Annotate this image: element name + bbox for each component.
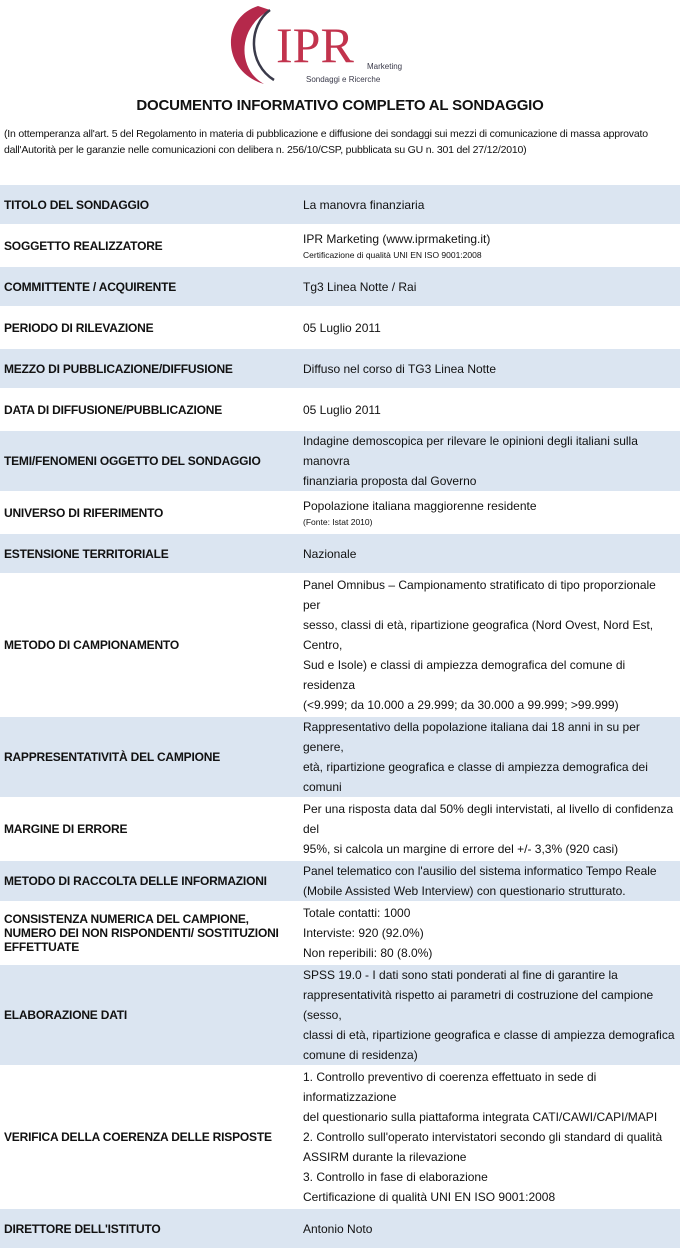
- value-line: Panel telematico con l'ausilio del sistema informatico Tempo Reale: [303, 864, 657, 878]
- table-row: [0, 799, 680, 859]
- table-row: [0, 226, 680, 265]
- value-line: Interviste: 920 (92.0%): [303, 926, 424, 940]
- row-value: [301, 390, 680, 429]
- row-value: [301, 1067, 680, 1207]
- value-line: età, ripartizione geografica e classe di ampiezza demografica dei comuni: [303, 760, 648, 794]
- document-title: DOCUMENTO INFORMATIVO COMPLETO AL SONDAGGIO: [136, 97, 544, 114]
- table-row: [0, 965, 680, 1065]
- row-label: METODO DI CAMPIONAMENTO: [0, 575, 301, 715]
- value-line: Indagine demoscopica per rilevare le opinioni degli italiani sulla manovra: [303, 434, 638, 468]
- table-row: [0, 267, 680, 306]
- value-line: ASSIRM durante la rilevazione: [303, 1150, 467, 1164]
- row-value: [301, 185, 680, 224]
- value-line: Diffuso nel corso di TG3 Linea Notte: [303, 361, 496, 376]
- row-value: [301, 226, 680, 265]
- row-value: [301, 493, 680, 532]
- row-label: TITOLO DEL SONDAGGIO: [0, 185, 301, 224]
- value-line: 3. Controllo in fase di elaborazione: [303, 1170, 488, 1184]
- value-line: 1. Controllo preventivo di coerenza effettuato in sede di informatizzazione: [303, 1070, 597, 1104]
- logo-brand: IPR: [276, 17, 354, 73]
- row-value: [301, 799, 680, 859]
- logo-tagline1: Marketing: [367, 62, 403, 71]
- ipr-logo: [218, 0, 403, 90]
- value-line: IPR Marketing (www.iprmaketing.it): [303, 232, 491, 246]
- table-row: [0, 1067, 680, 1207]
- survey-info-table: [0, 183, 680, 1250]
- value-line: del questionario sulla piattaforma integrata CATI/CAWI/CAPI/MAPI: [303, 1110, 658, 1124]
- value-line: (<9.999; da 10.000 a 29.999; da 30.000 a 99.999; >99.999): [303, 698, 619, 712]
- row-label: UNIVERSO DI RIFERIMENTO: [0, 493, 301, 532]
- table-row: [0, 349, 680, 388]
- table-row: [0, 431, 680, 491]
- table-row: [0, 308, 680, 347]
- row-label: METODO DI RACCOLTA DELLE INFORMAZIONI: [0, 861, 301, 901]
- logo-mark-icon: [218, 0, 403, 90]
- value-line: 2. Controllo sull'operato intervistatori secondo gli standard di qualità: [303, 1130, 663, 1144]
- value-note: (Fonte: Istat 2010): [303, 517, 373, 527]
- document-intro: (In ottemperanza all'art. 5 del Regolamento in materia di pubblicazione e diffusione dei sondaggi sui mezzi di comunicazione di massa approvato dall'Autorità per le garanzie nelle comunicazioni con delibera n. 256/10/CSP, pubblicata su GU n. 301 del 27/12/2010): [4, 128, 648, 156]
- row-value: [301, 267, 680, 306]
- value-line: Popolazione italiana maggiorenne residente: [303, 499, 537, 513]
- value-line: rappresentatività rispetto ai parametri di costruzione del campione (sesso,: [303, 988, 654, 1022]
- value-line: Non reperibili: 80 (8.0%): [303, 946, 433, 960]
- row-label: DATA DI DIFFUSIONE/PUBBLICAZIONE: [0, 390, 301, 429]
- row-value: [301, 534, 680, 573]
- value-line: Totale contatti: 1000: [303, 906, 411, 920]
- row-label: DIRETTORE DELL'ISTITUTO: [0, 1209, 301, 1248]
- value-line: Certificazione di qualità UNI EN ISO 9001:2008: [303, 1190, 556, 1204]
- value-line: Antonio Noto: [303, 1221, 373, 1236]
- row-label: MEZZO DI PUBBLICAZIONE/DIFFUSIONE: [0, 349, 301, 388]
- row-label: RAPPRESENTATIVITÀ DEL CAMPIONE: [0, 717, 301, 797]
- row-value: [301, 349, 680, 388]
- table-row: [0, 861, 680, 901]
- row-value: [301, 903, 680, 963]
- row-label: MARGINE DI ERRORE: [0, 799, 301, 859]
- value-line: (Mobile Assisted Web Interview) con questionario strutturato.: [303, 884, 626, 898]
- row-value: [301, 717, 680, 797]
- row-label: SOGGETTO REALIZZATORE: [0, 226, 301, 265]
- row-value: [301, 965, 680, 1065]
- row-value: [301, 308, 680, 347]
- table-row: [0, 1209, 680, 1248]
- row-value: [301, 861, 680, 901]
- table-row: [0, 493, 680, 532]
- row-label: TEMI/FENOMENI OGGETTO DEL SONDAGGIO: [0, 431, 301, 491]
- value-note: Certificazione di qualità UNI EN ISO 9001:2008: [303, 250, 482, 260]
- value-line: sesso, classi di età, ripartizione geografica (Nord Ovest, Nord Est, Centro,: [303, 618, 654, 652]
- value-line: 05 Luglio 2011: [303, 320, 381, 335]
- value-line: classi di età, ripartizione geografica e classe di ampiezza demografica: [303, 1028, 675, 1042]
- table-row: [0, 185, 680, 224]
- row-label: ELABORAZIONE DATI: [0, 965, 301, 1065]
- value-line: comune di residenza): [303, 1048, 418, 1062]
- row-label: ESTENSIONE TERRITORIALE: [0, 534, 301, 573]
- table-row: [0, 575, 680, 715]
- value-line: Tg3 Linea Notte / Rai: [303, 279, 417, 294]
- value-line: Panel Omnibus – Campionamento stratificato di tipo proporzionale per: [303, 578, 656, 612]
- row-value: [301, 431, 680, 491]
- row-label: COMMITTENTE / ACQUIRENTE: [0, 267, 301, 306]
- value-line: finanziaria proposta dal Governo: [303, 474, 477, 488]
- row-label: VERIFICA DELLA COERENZA DELLE RISPOSTE: [0, 1067, 301, 1207]
- value-line: Sud e Isole) e classi di ampiezza demografica del comune di residenza: [303, 658, 626, 692]
- value-line: 05 Luglio 2011: [303, 402, 381, 417]
- table-row: [0, 534, 680, 573]
- row-label: CONSISTENZA NUMERICA DEL CAMPIONE, NUMERO DEI NON RISPONDENTI/ SOSTITUZIONI EFFETTUATE: [0, 903, 301, 963]
- row-value: [301, 575, 680, 715]
- value-line: 95%, si calcola un margine di errore del +/- 3,3% (920 casi): [303, 842, 619, 856]
- table-row: [0, 717, 680, 797]
- value-line: Nazionale: [303, 546, 357, 561]
- row-label: PERIODO DI RILEVAZIONE: [0, 308, 301, 347]
- value-line: SPSS 19.0 - I dati sono stati ponderati al fine di garantire la: [303, 968, 618, 982]
- value-line: Rappresentativo della popolazione italiana dai 18 anni in su per genere,: [303, 720, 640, 754]
- value-line: La manovra finanziaria: [303, 197, 425, 212]
- row-value: [301, 1209, 680, 1248]
- logo-tagline2: Sondaggi e Ricerche: [306, 75, 381, 84]
- table-row: [0, 390, 680, 429]
- value-line: Per una risposta data dal 50% degli intervistati, al livello di confidenza del: [303, 802, 674, 836]
- table-row: [0, 903, 680, 963]
